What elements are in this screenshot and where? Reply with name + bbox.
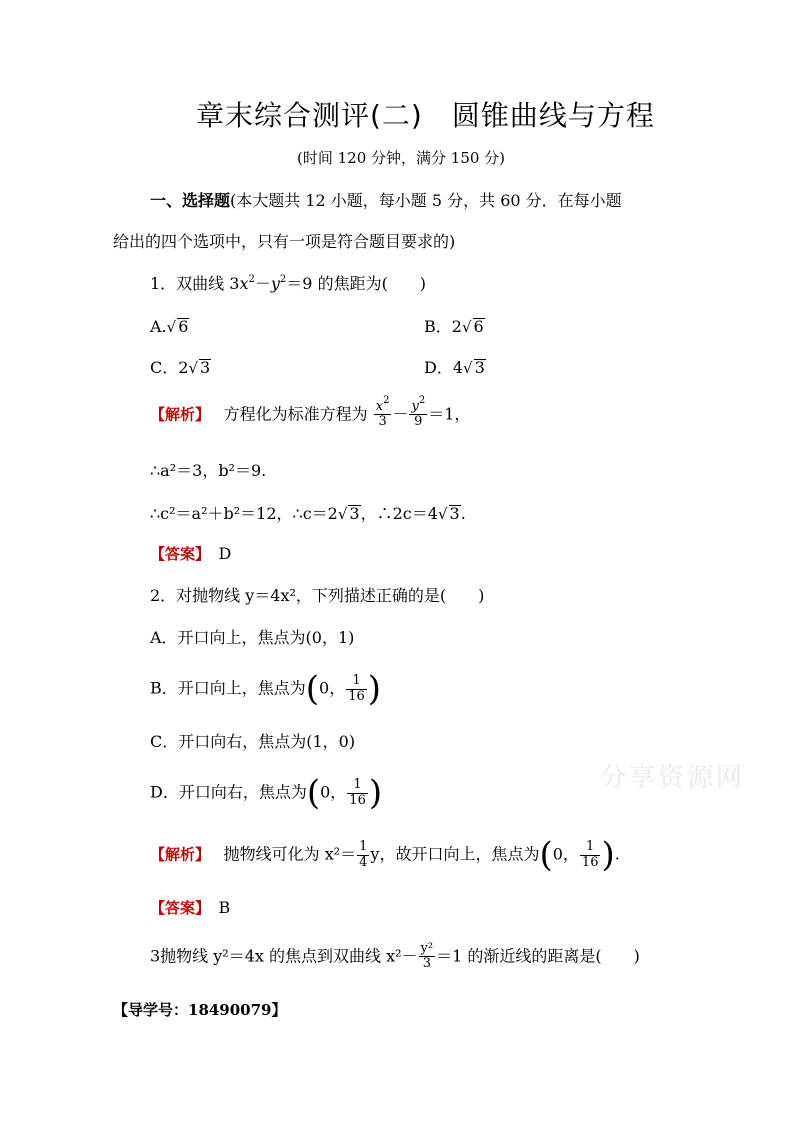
q2-stem: 2．对抛物线 y＝4x²，下列描述正确的是( ) xyxy=(150,586,485,605)
q1-option-d: D．4√ 3 xyxy=(424,358,485,377)
page-subtitle: (时间 120 分钟，满分 150 分) xyxy=(297,149,506,167)
q1-answer: 【答案】 D xyxy=(150,544,232,563)
analysis-tag: 【解析】 xyxy=(150,405,203,424)
q1-option-a: A.√ 6 xyxy=(150,317,189,336)
guide-number: 【导学号：18490079】 xyxy=(113,1001,287,1019)
section-intro-line2: 给出的四个选项中，只有一项是符合题目要求的) xyxy=(113,232,456,251)
q2-option-a: A．开口向上，焦点为(0，1) xyxy=(150,628,355,647)
answer-tag: 【答案】 xyxy=(150,545,203,563)
section-heading: 一、选择题 xyxy=(150,191,231,210)
q2-answer: 【答案】 B xyxy=(150,898,231,917)
page-title: 章末综合测评(二) 圆锥曲线与方程 xyxy=(196,99,655,132)
q1-analysis: 【解析】 方程化为标准方程为 $\frac{x^2}{3}$ － $\frac{y^2}{9}$ ＝1， xyxy=(150,395,471,430)
q1-option-c: C．2√ 3 xyxy=(150,358,211,377)
watermark: 分享资源网 xyxy=(600,763,746,793)
q1-option-b: B．2√ 6 xyxy=(424,317,484,336)
q2-option-c: C．开口向右，焦点为(1，0) xyxy=(150,732,356,751)
q2-analysis: 【解析】 抛物线可化为 x²＝ $\frac{1}{4}$ y，故开口向上，焦点为(0， $\frac{1}{16}$ ). xyxy=(150,835,620,875)
q1-line2: ∴a²＝3，b²＝9. xyxy=(150,461,267,480)
q3-stem: 3抛物线 y²＝4x 的焦点到双曲线 x²－ $\frac{\text{y²}}{3}$ ＝1 的渐近线的距离是( ) xyxy=(150,941,640,972)
section-intro-line1: 一、选择题(本大题共 12 小题，每小题 5 分，共 60 分．在每小题 xyxy=(150,191,622,210)
q2-option-d: D．开口向右，焦点为(0， $\frac{1}{16}$ ) xyxy=(150,773,383,813)
q1-stem: 1．双曲线 $3x^2-y^2=9$ 的焦距为( ) xyxy=(150,274,427,293)
q1-line3: ∴c²＝a²＋b²＝12，∴c＝2√ 3，∴2c＝4√ 3. xyxy=(150,504,466,523)
q2-option-b: B．开口向上，焦点为(0， $\frac{1}{16}$ ) xyxy=(150,669,382,709)
